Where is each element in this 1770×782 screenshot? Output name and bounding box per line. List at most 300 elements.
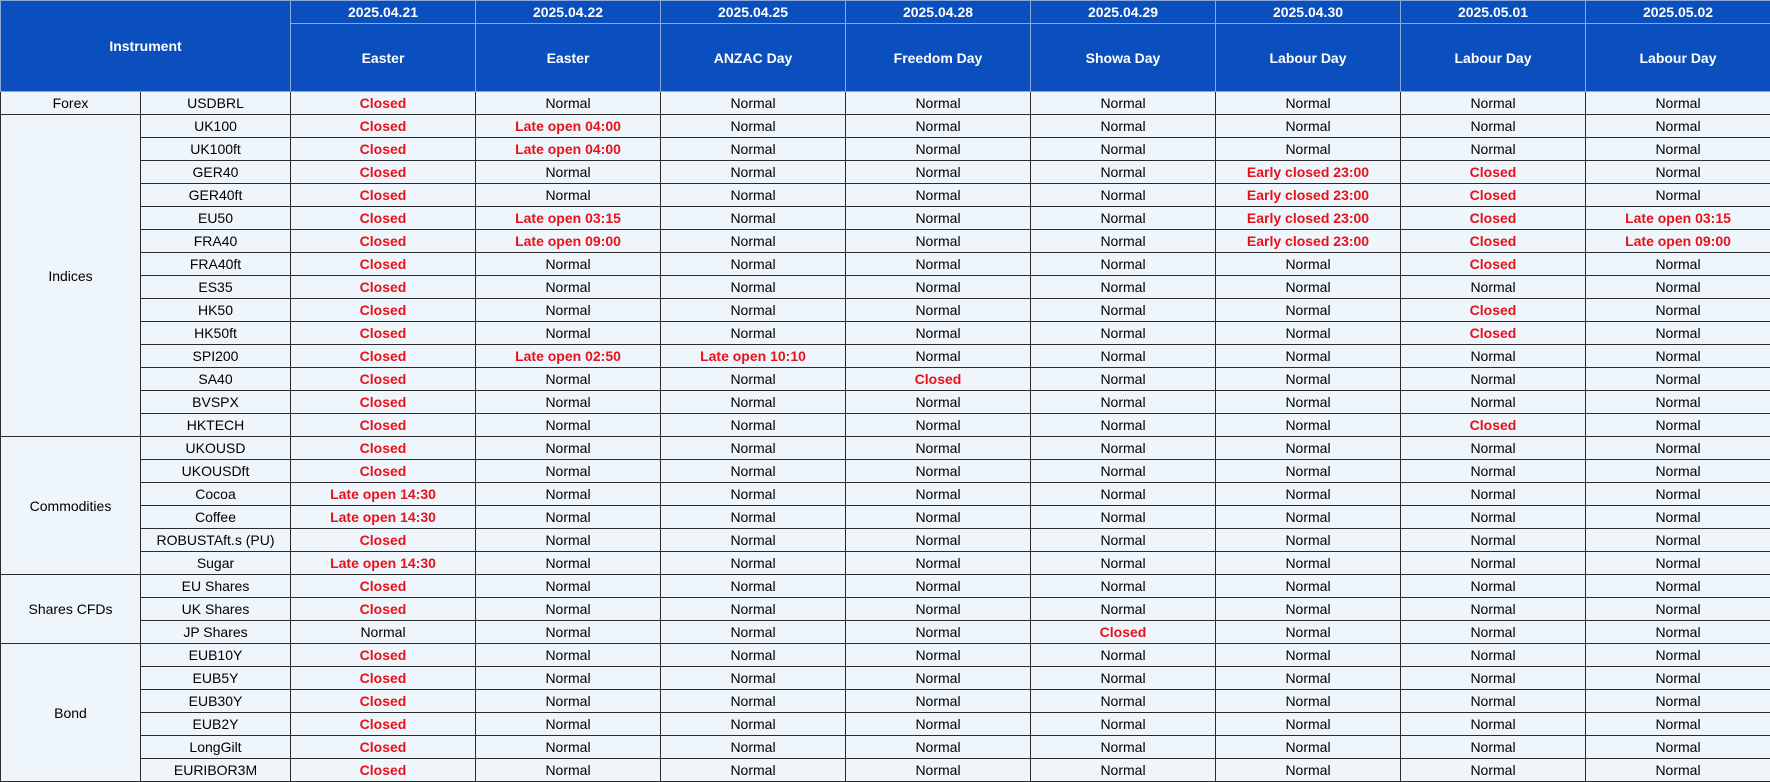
status-cell: Normal bbox=[1031, 690, 1216, 713]
status-cell: Normal bbox=[846, 621, 1031, 644]
status-cell: Normal bbox=[1586, 138, 1770, 161]
status-cell: Closed bbox=[291, 115, 476, 138]
table-row bbox=[1, 644, 1770, 667]
header-date-row bbox=[1, 1, 1770, 24]
status-cell: Normal bbox=[846, 161, 1031, 184]
status-cell: Normal bbox=[1216, 713, 1401, 736]
status-cell: Closed bbox=[291, 414, 476, 437]
status-cell: Normal bbox=[1586, 713, 1770, 736]
status-cell: Normal bbox=[1216, 115, 1401, 138]
status-cell: Normal bbox=[476, 529, 661, 552]
date-header: 2025.05.01 bbox=[1401, 1, 1586, 24]
instrument-cell: Sugar bbox=[141, 552, 291, 575]
status-cell: Normal bbox=[1586, 345, 1770, 368]
holiday-header: Showa Day bbox=[1031, 24, 1216, 92]
status-cell: Normal bbox=[1586, 322, 1770, 345]
instrument-cell: ES35 bbox=[141, 276, 291, 299]
status-cell: Normal bbox=[1216, 276, 1401, 299]
status-cell: Late open 03:15 bbox=[476, 207, 661, 230]
status-cell: Normal bbox=[1216, 667, 1401, 690]
status-cell: Closed bbox=[1401, 253, 1586, 276]
status-cell: Late open 10:10 bbox=[661, 345, 846, 368]
status-cell: Normal bbox=[846, 759, 1031, 782]
status-cell: Closed bbox=[291, 644, 476, 667]
instrument-cell: SA40 bbox=[141, 368, 291, 391]
instrument-cell: Coffee bbox=[141, 506, 291, 529]
status-cell: Normal bbox=[1216, 138, 1401, 161]
holiday-header: Labour Day bbox=[1586, 24, 1770, 92]
status-cell: Normal bbox=[1031, 92, 1216, 115]
table-row bbox=[1, 391, 1770, 414]
instrument-cell: JP Shares bbox=[141, 621, 291, 644]
status-cell: Normal bbox=[1401, 759, 1586, 782]
status-cell: Closed bbox=[291, 667, 476, 690]
status-cell: Normal bbox=[661, 552, 846, 575]
status-cell: Normal bbox=[661, 621, 846, 644]
status-cell: Late open 02:50 bbox=[476, 345, 661, 368]
status-cell: Normal bbox=[1216, 759, 1401, 782]
status-cell: Normal bbox=[846, 575, 1031, 598]
table-row bbox=[1, 184, 1770, 207]
status-cell: Normal bbox=[1401, 644, 1586, 667]
holiday-header: Freedom Day bbox=[846, 24, 1031, 92]
date-header: 2025.04.25 bbox=[661, 1, 846, 24]
status-cell: Normal bbox=[1031, 276, 1216, 299]
status-cell: Normal bbox=[1401, 529, 1586, 552]
status-cell: Normal bbox=[1586, 460, 1770, 483]
group-name-cell: Forex bbox=[1, 92, 141, 115]
date-header: 2025.04.22 bbox=[476, 1, 661, 24]
status-cell: Normal bbox=[661, 529, 846, 552]
status-cell: Normal bbox=[1031, 184, 1216, 207]
status-cell: Closed bbox=[291, 713, 476, 736]
status-cell: Closed bbox=[291, 184, 476, 207]
table-row bbox=[1, 322, 1770, 345]
status-cell: Normal bbox=[846, 230, 1031, 253]
holiday-header: ANZAC Day bbox=[661, 24, 846, 92]
status-cell: Normal bbox=[846, 391, 1031, 414]
status-cell: Normal bbox=[661, 736, 846, 759]
status-cell: Normal bbox=[476, 460, 661, 483]
status-cell: Normal bbox=[1401, 276, 1586, 299]
group-name-cell: Commodities bbox=[1, 437, 141, 575]
status-cell: Normal bbox=[1586, 529, 1770, 552]
date-header: 2025.04.28 bbox=[846, 1, 1031, 24]
status-cell: Normal bbox=[1586, 437, 1770, 460]
status-cell: Normal bbox=[1031, 161, 1216, 184]
status-cell: Normal bbox=[1031, 207, 1216, 230]
status-cell: Normal bbox=[846, 690, 1031, 713]
status-cell: Late open 14:30 bbox=[291, 552, 476, 575]
status-cell: Normal bbox=[476, 437, 661, 460]
instrument-cell: EUB30Y bbox=[141, 690, 291, 713]
table-row bbox=[1, 690, 1770, 713]
group-name-cell: Shares CFDs bbox=[1, 575, 141, 644]
instrument-cell: EU Shares bbox=[141, 575, 291, 598]
status-cell: Normal bbox=[1031, 345, 1216, 368]
status-cell: Normal bbox=[1586, 368, 1770, 391]
status-cell: Normal bbox=[1401, 115, 1586, 138]
status-cell: Normal bbox=[846, 345, 1031, 368]
status-cell: Normal bbox=[1031, 575, 1216, 598]
status-cell: Normal bbox=[1031, 391, 1216, 414]
status-cell: Closed bbox=[291, 759, 476, 782]
status-cell: Normal bbox=[661, 207, 846, 230]
status-cell: Normal bbox=[661, 667, 846, 690]
table-row bbox=[1, 575, 1770, 598]
status-cell: Normal bbox=[476, 690, 661, 713]
status-cell: Normal bbox=[1401, 690, 1586, 713]
status-cell: Normal bbox=[1216, 644, 1401, 667]
status-cell: Closed bbox=[291, 161, 476, 184]
status-cell: Normal bbox=[661, 598, 846, 621]
table-row bbox=[1, 598, 1770, 621]
status-cell: Normal bbox=[661, 230, 846, 253]
status-cell: Normal bbox=[1401, 437, 1586, 460]
status-cell: Closed bbox=[1031, 621, 1216, 644]
instrument-cell: FRA40ft bbox=[141, 253, 291, 276]
status-cell: Closed bbox=[291, 368, 476, 391]
status-cell: Closed bbox=[291, 253, 476, 276]
status-cell: Closed bbox=[291, 575, 476, 598]
status-cell: Normal bbox=[661, 138, 846, 161]
status-cell: Normal bbox=[846, 483, 1031, 506]
table-row bbox=[1, 92, 1770, 115]
status-cell: Normal bbox=[476, 161, 661, 184]
status-cell: Normal bbox=[1031, 713, 1216, 736]
instrument-cell: GER40ft bbox=[141, 184, 291, 207]
status-cell: Closed bbox=[1401, 207, 1586, 230]
status-cell: Late open 14:30 bbox=[291, 506, 476, 529]
instrument-cell: BVSPX bbox=[141, 391, 291, 414]
status-cell: Normal bbox=[661, 391, 846, 414]
status-cell: Normal bbox=[1586, 414, 1770, 437]
status-cell: Early closed 23:00 bbox=[1216, 207, 1401, 230]
status-cell: Normal bbox=[1401, 138, 1586, 161]
status-cell: Normal bbox=[846, 414, 1031, 437]
status-cell: Normal bbox=[1216, 460, 1401, 483]
status-cell: Normal bbox=[846, 437, 1031, 460]
status-cell: Normal bbox=[1216, 598, 1401, 621]
status-cell: Normal bbox=[846, 299, 1031, 322]
status-cell: Normal bbox=[661, 759, 846, 782]
table-row bbox=[1, 230, 1770, 253]
instrument-cell: EURIBOR3M bbox=[141, 759, 291, 782]
status-cell: Normal bbox=[1401, 345, 1586, 368]
status-cell: Normal bbox=[476, 506, 661, 529]
table-body bbox=[1, 92, 1770, 782]
instrument-cell: EUB10Y bbox=[141, 644, 291, 667]
status-cell: Normal bbox=[846, 644, 1031, 667]
instrument-cell: UKOUSDft bbox=[141, 460, 291, 483]
status-cell: Normal bbox=[661, 506, 846, 529]
status-cell: Normal bbox=[1586, 299, 1770, 322]
holiday-header: Labour Day bbox=[1216, 24, 1401, 92]
status-cell: Normal bbox=[1216, 437, 1401, 460]
status-cell: Late open 04:00 bbox=[476, 138, 661, 161]
status-cell: Normal bbox=[846, 92, 1031, 115]
status-cell: Normal bbox=[1031, 644, 1216, 667]
status-cell: Normal bbox=[846, 184, 1031, 207]
status-cell: Normal bbox=[1216, 299, 1401, 322]
status-cell: Normal bbox=[661, 184, 846, 207]
status-cell: Early closed 23:00 bbox=[1216, 230, 1401, 253]
status-cell: Normal bbox=[1216, 575, 1401, 598]
status-cell: Normal bbox=[476, 391, 661, 414]
status-cell: Normal bbox=[1031, 483, 1216, 506]
status-cell: Normal bbox=[476, 299, 661, 322]
status-cell: Normal bbox=[846, 460, 1031, 483]
date-header: 2025.04.21 bbox=[291, 1, 476, 24]
status-cell: Normal bbox=[1401, 368, 1586, 391]
status-cell: Normal bbox=[1586, 690, 1770, 713]
status-cell: Normal bbox=[1586, 92, 1770, 115]
status-cell: Normal bbox=[846, 115, 1031, 138]
table-row bbox=[1, 437, 1770, 460]
status-cell: Early closed 23:00 bbox=[1216, 184, 1401, 207]
status-cell: Normal bbox=[1031, 506, 1216, 529]
table-row bbox=[1, 276, 1770, 299]
status-cell: Late open 09:00 bbox=[476, 230, 661, 253]
status-cell: Normal bbox=[1031, 138, 1216, 161]
date-header: 2025.04.29 bbox=[1031, 1, 1216, 24]
table-row bbox=[1, 460, 1770, 483]
status-cell: Normal bbox=[476, 598, 661, 621]
status-cell: Normal bbox=[1031, 736, 1216, 759]
status-cell: Normal bbox=[1216, 322, 1401, 345]
table-row bbox=[1, 736, 1770, 759]
status-cell: Normal bbox=[846, 598, 1031, 621]
status-cell: Normal bbox=[1401, 667, 1586, 690]
status-cell: Normal bbox=[476, 759, 661, 782]
table-row bbox=[1, 115, 1770, 138]
status-cell: Normal bbox=[846, 138, 1031, 161]
status-cell: Closed bbox=[291, 391, 476, 414]
status-cell: Closed bbox=[291, 529, 476, 552]
table-row bbox=[1, 713, 1770, 736]
status-cell: Normal bbox=[846, 529, 1031, 552]
status-cell: Normal bbox=[1216, 345, 1401, 368]
status-cell: Normal bbox=[1216, 690, 1401, 713]
status-cell: Normal bbox=[846, 253, 1031, 276]
status-cell: Normal bbox=[661, 460, 846, 483]
status-cell: Normal bbox=[1031, 460, 1216, 483]
table-row bbox=[1, 506, 1770, 529]
status-cell: Normal bbox=[476, 414, 661, 437]
status-cell: Closed bbox=[291, 138, 476, 161]
status-cell: Normal bbox=[476, 483, 661, 506]
status-cell: Normal bbox=[661, 713, 846, 736]
status-cell: Closed bbox=[846, 368, 1031, 391]
status-cell: Closed bbox=[1401, 299, 1586, 322]
instrument-cell: EU50 bbox=[141, 207, 291, 230]
instrument-cell: UK Shares bbox=[141, 598, 291, 621]
status-cell: Normal bbox=[846, 322, 1031, 345]
status-cell: Normal bbox=[1216, 253, 1401, 276]
status-cell: Normal bbox=[1031, 667, 1216, 690]
status-cell: Normal bbox=[661, 575, 846, 598]
table-row bbox=[1, 552, 1770, 575]
status-cell: Closed bbox=[291, 322, 476, 345]
table-row bbox=[1, 138, 1770, 161]
status-cell: Normal bbox=[1216, 92, 1401, 115]
status-cell: Normal bbox=[1031, 552, 1216, 575]
status-cell: Normal bbox=[1031, 529, 1216, 552]
status-cell: Normal bbox=[1401, 552, 1586, 575]
status-cell: Normal bbox=[846, 276, 1031, 299]
status-cell: Normal bbox=[476, 713, 661, 736]
status-cell: Normal bbox=[476, 184, 661, 207]
instrument-cell: EUB2Y bbox=[141, 713, 291, 736]
status-cell: Normal bbox=[1401, 598, 1586, 621]
instrument-cell: HK50ft bbox=[141, 322, 291, 345]
instrument-cell: UKOUSD bbox=[141, 437, 291, 460]
table-row bbox=[1, 667, 1770, 690]
table-row bbox=[1, 207, 1770, 230]
status-cell: Closed bbox=[291, 92, 476, 115]
status-cell: Normal bbox=[1031, 598, 1216, 621]
status-cell: Normal bbox=[476, 276, 661, 299]
status-cell: Normal bbox=[1216, 506, 1401, 529]
status-cell: Normal bbox=[476, 253, 661, 276]
status-cell: Closed bbox=[1401, 230, 1586, 253]
status-cell: Late open 09:00 bbox=[1586, 230, 1770, 253]
instrument-cell: USDBRL bbox=[141, 92, 291, 115]
status-cell: Late open 03:15 bbox=[1586, 207, 1770, 230]
status-cell: Normal bbox=[476, 736, 661, 759]
status-cell: Normal bbox=[1586, 161, 1770, 184]
status-cell: Normal bbox=[846, 713, 1031, 736]
status-cell: Normal bbox=[846, 207, 1031, 230]
status-cell: Normal bbox=[661, 437, 846, 460]
status-cell: Normal bbox=[1586, 575, 1770, 598]
status-cell: Normal bbox=[1031, 437, 1216, 460]
status-cell: Closed bbox=[1401, 414, 1586, 437]
status-cell: Normal bbox=[661, 161, 846, 184]
instrument-cell: Cocoa bbox=[141, 483, 291, 506]
status-cell: Normal bbox=[661, 276, 846, 299]
table-row bbox=[1, 299, 1770, 322]
status-cell: Normal bbox=[1586, 621, 1770, 644]
instrument-cell: FRA40 bbox=[141, 230, 291, 253]
status-cell: Normal bbox=[476, 621, 661, 644]
status-cell: Normal bbox=[476, 667, 661, 690]
status-cell: Normal bbox=[1031, 759, 1216, 782]
status-cell: Normal bbox=[1586, 483, 1770, 506]
status-cell: Normal bbox=[1586, 506, 1770, 529]
status-cell: Normal bbox=[846, 667, 1031, 690]
status-cell: Normal bbox=[661, 115, 846, 138]
date-header: 2025.05.02 bbox=[1586, 1, 1770, 24]
status-cell: Normal bbox=[1031, 322, 1216, 345]
table-row bbox=[1, 529, 1770, 552]
status-cell: Normal bbox=[1586, 115, 1770, 138]
status-cell: Normal bbox=[661, 483, 846, 506]
status-cell: Normal bbox=[1031, 368, 1216, 391]
status-cell: Normal bbox=[1586, 253, 1770, 276]
status-cell: Normal bbox=[476, 92, 661, 115]
status-cell: Normal bbox=[661, 322, 846, 345]
table-row bbox=[1, 345, 1770, 368]
status-cell: Normal bbox=[1031, 299, 1216, 322]
instrument-cell: HKTECH bbox=[141, 414, 291, 437]
instrument-cell: GER40 bbox=[141, 161, 291, 184]
status-cell: Closed bbox=[291, 736, 476, 759]
status-cell: Normal bbox=[1031, 230, 1216, 253]
status-cell: Closed bbox=[291, 690, 476, 713]
status-cell: Normal bbox=[1401, 391, 1586, 414]
instrument-cell: ROBUSTAft.s (PU) bbox=[141, 529, 291, 552]
table-row bbox=[1, 368, 1770, 391]
status-cell: Normal bbox=[1401, 460, 1586, 483]
instrument-cell: EUB5Y bbox=[141, 667, 291, 690]
table-row bbox=[1, 759, 1770, 782]
status-cell: Normal bbox=[1216, 552, 1401, 575]
status-cell: Normal bbox=[476, 368, 661, 391]
status-cell: Closed bbox=[1401, 161, 1586, 184]
status-cell: Normal bbox=[661, 299, 846, 322]
status-cell: Normal bbox=[661, 92, 846, 115]
status-cell: Normal bbox=[476, 575, 661, 598]
status-cell: Normal bbox=[1586, 598, 1770, 621]
group-name-cell: Bond bbox=[1, 644, 141, 782]
table-row bbox=[1, 483, 1770, 506]
status-cell: Normal bbox=[1586, 391, 1770, 414]
status-cell: Normal bbox=[846, 552, 1031, 575]
status-cell: Normal bbox=[661, 414, 846, 437]
table-row bbox=[1, 621, 1770, 644]
status-cell: Normal bbox=[1401, 713, 1586, 736]
status-cell: Normal bbox=[1401, 575, 1586, 598]
status-cell: Closed bbox=[1401, 322, 1586, 345]
status-cell: Normal bbox=[1216, 736, 1401, 759]
holiday-header: Easter bbox=[291, 24, 476, 92]
status-cell: Closed bbox=[291, 345, 476, 368]
holiday-header: Labour Day bbox=[1401, 24, 1586, 92]
status-cell: Normal bbox=[1216, 483, 1401, 506]
status-cell: Normal bbox=[1586, 759, 1770, 782]
date-header: 2025.04.30 bbox=[1216, 1, 1401, 24]
status-cell: Closed bbox=[291, 299, 476, 322]
instrument-cell: UK100ft bbox=[141, 138, 291, 161]
status-cell: Normal bbox=[1586, 552, 1770, 575]
status-cell: Closed bbox=[291, 207, 476, 230]
status-cell: Normal bbox=[1216, 368, 1401, 391]
status-cell: Normal bbox=[661, 690, 846, 713]
status-cell: Normal bbox=[661, 368, 846, 391]
status-cell: Late open 14:30 bbox=[291, 483, 476, 506]
status-cell: Normal bbox=[1401, 736, 1586, 759]
status-cell: Normal bbox=[1586, 276, 1770, 299]
status-cell: Normal bbox=[476, 552, 661, 575]
status-cell: Closed bbox=[291, 460, 476, 483]
status-cell: Normal bbox=[1401, 92, 1586, 115]
table-row bbox=[1, 414, 1770, 437]
status-cell: Normal bbox=[1586, 667, 1770, 690]
instrument-cell: LongGilt bbox=[141, 736, 291, 759]
status-cell: Normal bbox=[846, 506, 1031, 529]
status-cell: Closed bbox=[291, 230, 476, 253]
status-cell: Closed bbox=[291, 437, 476, 460]
status-cell: Normal bbox=[1586, 184, 1770, 207]
status-cell: Normal bbox=[1216, 621, 1401, 644]
status-cell: Normal bbox=[661, 253, 846, 276]
status-cell: Normal bbox=[1586, 736, 1770, 759]
status-cell: Normal bbox=[846, 736, 1031, 759]
status-cell: Closed bbox=[291, 276, 476, 299]
status-cell: Normal bbox=[476, 644, 661, 667]
status-cell: Normal bbox=[476, 322, 661, 345]
